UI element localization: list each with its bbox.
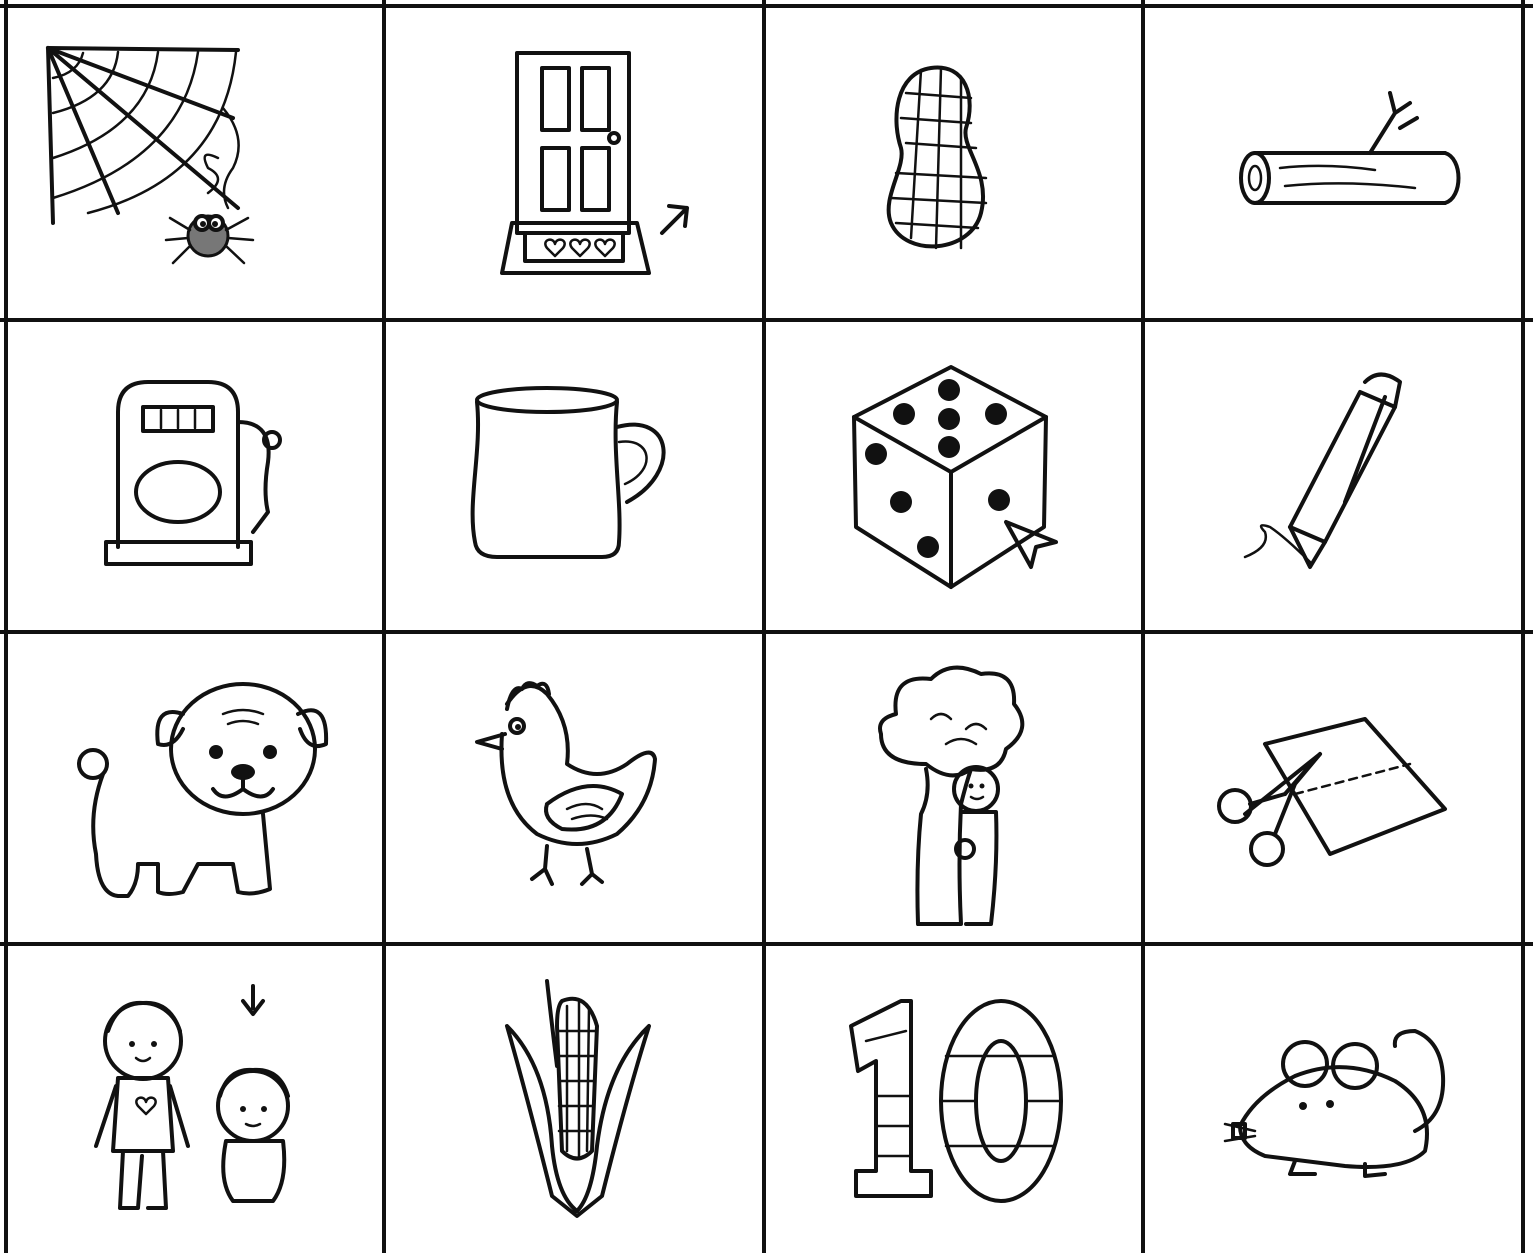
mug-icon [387, 322, 757, 624]
die-icon [766, 322, 1136, 624]
boy-behind-tree-icon [766, 634, 1136, 936]
log-icon [1145, 8, 1515, 310]
door-with-mat-icon [387, 8, 757, 310]
girls-sitting-standing-icon [8, 946, 378, 1248]
gas-pump-icon [8, 322, 378, 624]
pug-dog-icon [8, 634, 378, 936]
peanut-icon [766, 8, 1136, 310]
hen-icon [387, 634, 757, 936]
corn-icon [387, 946, 757, 1248]
pen-icon [1145, 322, 1515, 624]
grid-line [382, 0, 386, 1253]
spider-web-icon [8, 8, 378, 310]
grid-line [1521, 0, 1525, 1253]
scissors-cutting-paper-icon [1145, 634, 1515, 936]
mouse-icon [1145, 946, 1515, 1248]
number-ten-icon [766, 946, 1136, 1248]
